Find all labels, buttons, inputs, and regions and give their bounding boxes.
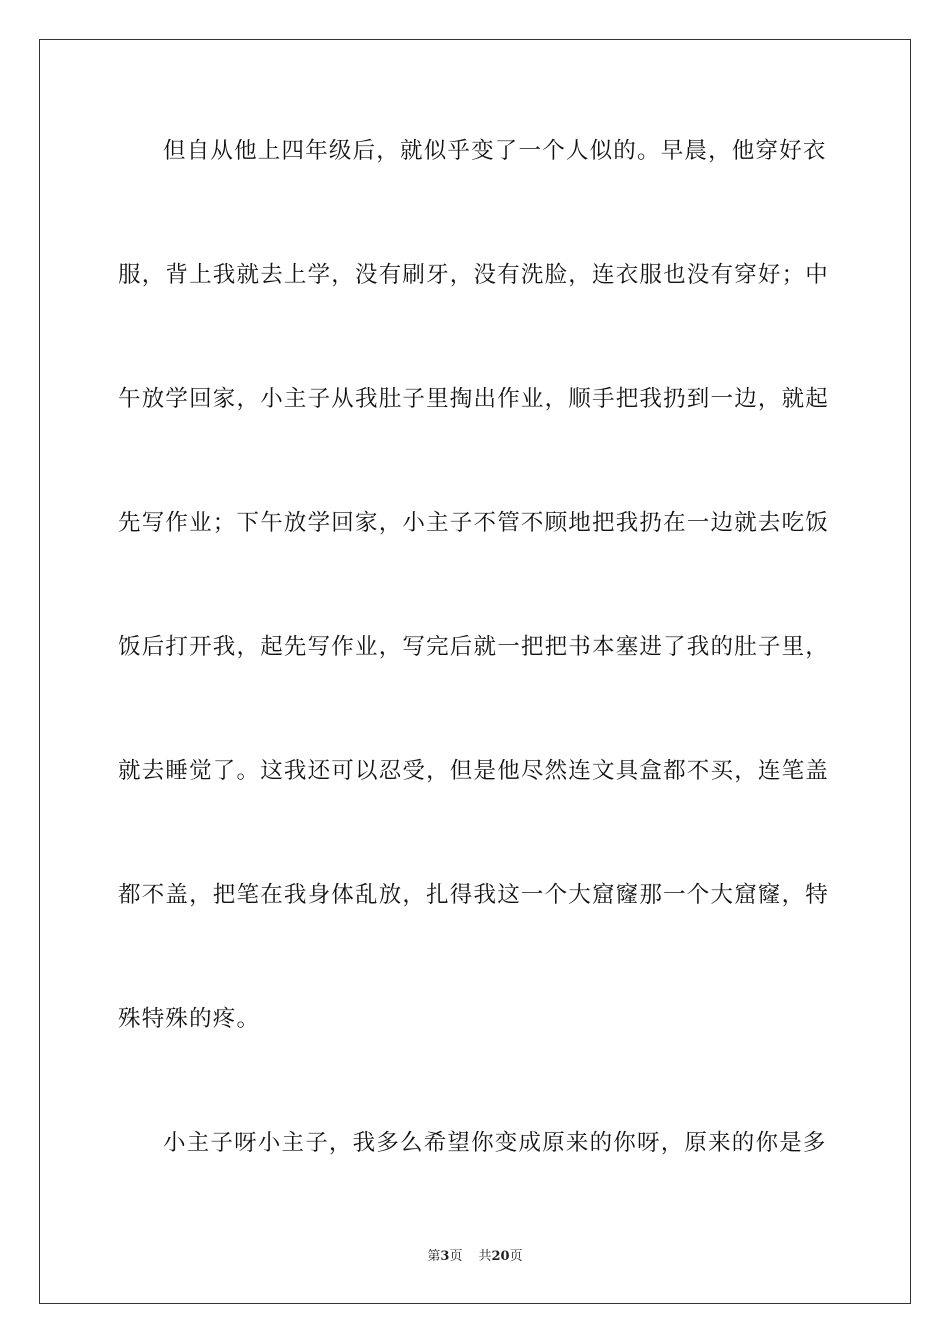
total-pages: 20 — [491, 1249, 510, 1264]
paragraph-line: 殊特殊的疼。 — [118, 1006, 261, 1032]
paragraph-line: 饭后打开我，起先写作业，写完后就一把把书本塞进了我的肚子里， — [118, 634, 830, 660]
page-label-prefix: 第 — [427, 1249, 441, 1264]
total-label-prefix: 共 — [478, 1249, 492, 1264]
paragraph-line: 就去睡觉了。这我还可以忍受，但是他尽然连文具盒都不买，连笔盖 — [118, 758, 830, 784]
page-border — [39, 39, 911, 1304]
paragraph-line: 但自从他上四年级后，就似乎变了一个人似的。早晨，他穿好衣 — [163, 138, 827, 164]
page-label-suffix: 页 — [449, 1249, 463, 1264]
page-number: 3 — [440, 1249, 450, 1264]
paragraph-line: 小主子呀小主子，我多么希望你变成原来的你呀，原来的你是多 — [163, 1130, 827, 1156]
paragraph-line: 都不盖，把笔在我身体乱放，扎得我这一个大窟窿那一个大窟窿，特 — [118, 882, 830, 908]
paragraph-line: 先写作业；下午放学回家，小主子不管不顾地把我扔在一边就去吃饭 — [118, 510, 830, 536]
page-footer — [0, 1248, 950, 1266]
paragraph-line: 午放学回家，小主子从我肚子里掏出作业，顺手把我扔到一边，就起 — [118, 386, 830, 412]
total-label-suffix: 页 — [509, 1249, 523, 1264]
paragraph-line: 服，背上我就去上学，没有刷牙，没有洗脸，连衣服也没有穿好；中 — [118, 262, 830, 288]
